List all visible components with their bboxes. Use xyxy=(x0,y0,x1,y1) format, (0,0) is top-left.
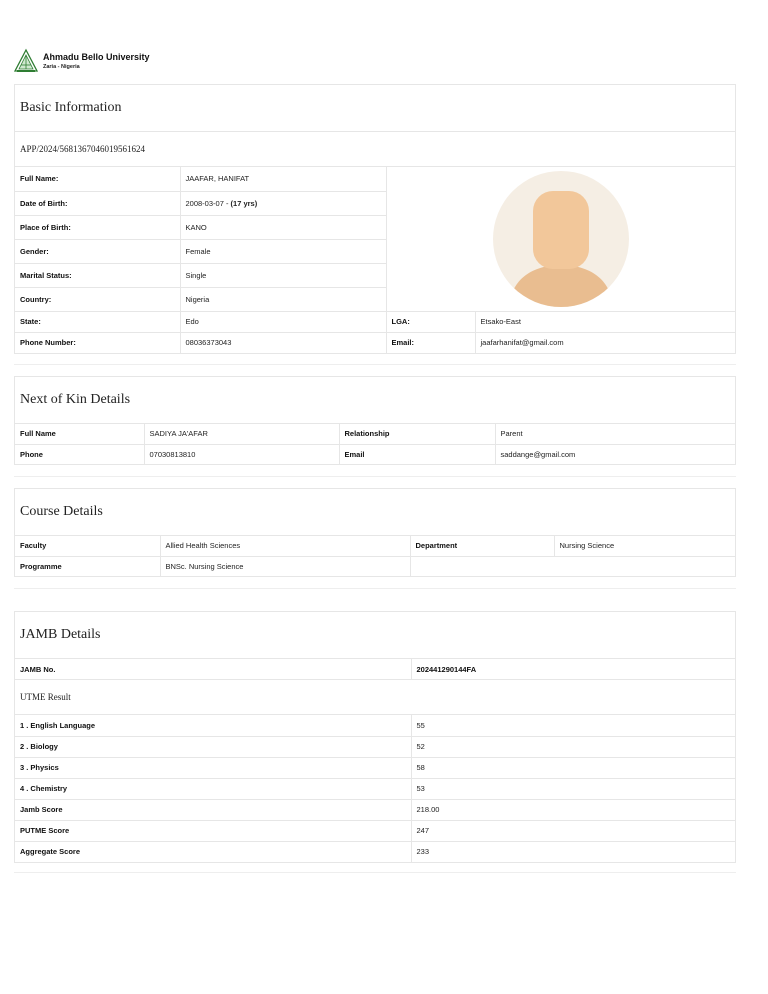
utme-result-title: UTME Result xyxy=(15,679,735,715)
jamb-number-label: JAMB No. xyxy=(15,659,411,679)
gender-label: Gender: xyxy=(15,239,180,263)
subject-row xyxy=(15,715,735,736)
aggregate-score-value: 233 xyxy=(411,841,735,862)
subject-label: 4 . Chemistry xyxy=(15,778,411,799)
phone-number-value: 08036373043 xyxy=(180,332,386,353)
university-logo-icon xyxy=(13,48,39,74)
country-label: Country: xyxy=(15,287,180,311)
jamb-score-label: Jamb Score xyxy=(15,799,411,820)
kin-email-label: Email xyxy=(339,444,495,464)
subject-score: 53 xyxy=(411,778,735,799)
phone-number-label: Phone Number: xyxy=(15,332,180,353)
kin-relationship-value: Parent xyxy=(495,424,735,444)
aggregate-score-label: Aggregate Score xyxy=(15,841,411,862)
jamb-number-value: 202441290144FA xyxy=(411,659,735,679)
next-of-kin-title: Next of Kin Details xyxy=(15,377,735,424)
marital-status-label: Marital Status: xyxy=(15,263,180,287)
subject-row xyxy=(15,757,735,778)
faculty-label: Faculty xyxy=(15,536,160,556)
subject-score: 52 xyxy=(411,736,735,757)
marital-status-value: Single xyxy=(180,263,386,287)
basic-information-table xyxy=(15,167,735,353)
lga-label: LGA: xyxy=(386,311,475,332)
basic-information-title: Basic Information xyxy=(15,85,735,132)
putme-score-row xyxy=(15,820,735,841)
utme-result-table xyxy=(15,715,735,862)
subject-score: 55 xyxy=(411,715,735,736)
subject-label: 3 . Physics xyxy=(15,757,411,778)
pob-label: Place of Birth: xyxy=(15,215,180,239)
age-value: (17 yrs) xyxy=(230,198,258,208)
programme-label: Programme xyxy=(15,556,160,576)
next-of-kin-table xyxy=(15,424,735,464)
faculty-value: Allied Health Sciences xyxy=(160,536,410,556)
divider xyxy=(14,588,736,589)
jamb-score-value: 218.00 xyxy=(411,799,735,820)
email-value: jaafarhanifat@gmail.com xyxy=(475,332,735,353)
photo-cell xyxy=(386,167,735,311)
lga-value: Etsako-East xyxy=(475,311,735,332)
subject-row xyxy=(15,778,735,799)
course-details-table xyxy=(15,536,735,576)
programme-value: BNSc. Nursing Science xyxy=(160,556,410,576)
country-value: Nigeria xyxy=(180,287,386,311)
kin-full-name-label: Full Name xyxy=(15,424,144,444)
kin-relationship-label: Relationship xyxy=(339,424,495,444)
avatar-placeholder-icon xyxy=(493,171,629,307)
divider xyxy=(14,476,736,477)
divider xyxy=(14,872,736,873)
state-value: Edo xyxy=(180,311,386,332)
university-location: Zaria - Nigeria xyxy=(43,64,80,70)
course-details-panel xyxy=(14,488,736,577)
full-name-label: Full Name: xyxy=(15,167,180,191)
department-value: Nursing Science xyxy=(554,536,735,556)
course-details-title: Course Details xyxy=(15,489,735,536)
empty-cell xyxy=(410,556,735,576)
putme-score-label: PUTME Score xyxy=(15,820,411,841)
full-name-value: JAAFAR, HANIFAT xyxy=(180,167,386,191)
kin-phone-value: 07030813810 xyxy=(144,444,339,464)
subject-label: 1 . English Language xyxy=(15,715,411,736)
divider xyxy=(14,364,736,365)
jamb-score-row xyxy=(15,799,735,820)
state-label: State: xyxy=(15,311,180,332)
jamb-details-panel xyxy=(14,611,736,863)
basic-information-panel xyxy=(14,84,736,354)
department-label: Department xyxy=(410,536,554,556)
kin-full-name-value: SADIYA JA'AFAR xyxy=(144,424,339,444)
jamb-number-table xyxy=(15,659,735,679)
dob-label: Date of Birth: xyxy=(15,191,180,215)
aggregate-score-row xyxy=(15,841,735,862)
university-header xyxy=(13,48,150,74)
gender-value: Female xyxy=(180,239,386,263)
next-of-kin-panel xyxy=(14,376,736,465)
kin-email-value: saddange@gmail.com xyxy=(495,444,735,464)
dob-value xyxy=(180,191,386,215)
subject-label: 2 . Biology xyxy=(15,736,411,757)
university-name: Ahmadu Bello University xyxy=(43,52,150,62)
dob-date: 2008-03-07 - xyxy=(185,198,231,208)
application-number: APP/2024/5681367046019561624 xyxy=(15,132,735,167)
putme-score-value: 247 xyxy=(411,820,735,841)
kin-phone-label: Phone xyxy=(15,444,144,464)
subject-row xyxy=(15,736,735,757)
email-label: Email: xyxy=(386,332,475,353)
pob-value: KANO xyxy=(180,215,386,239)
subject-score: 58 xyxy=(411,757,735,778)
jamb-details-title: JAMB Details xyxy=(15,612,735,659)
